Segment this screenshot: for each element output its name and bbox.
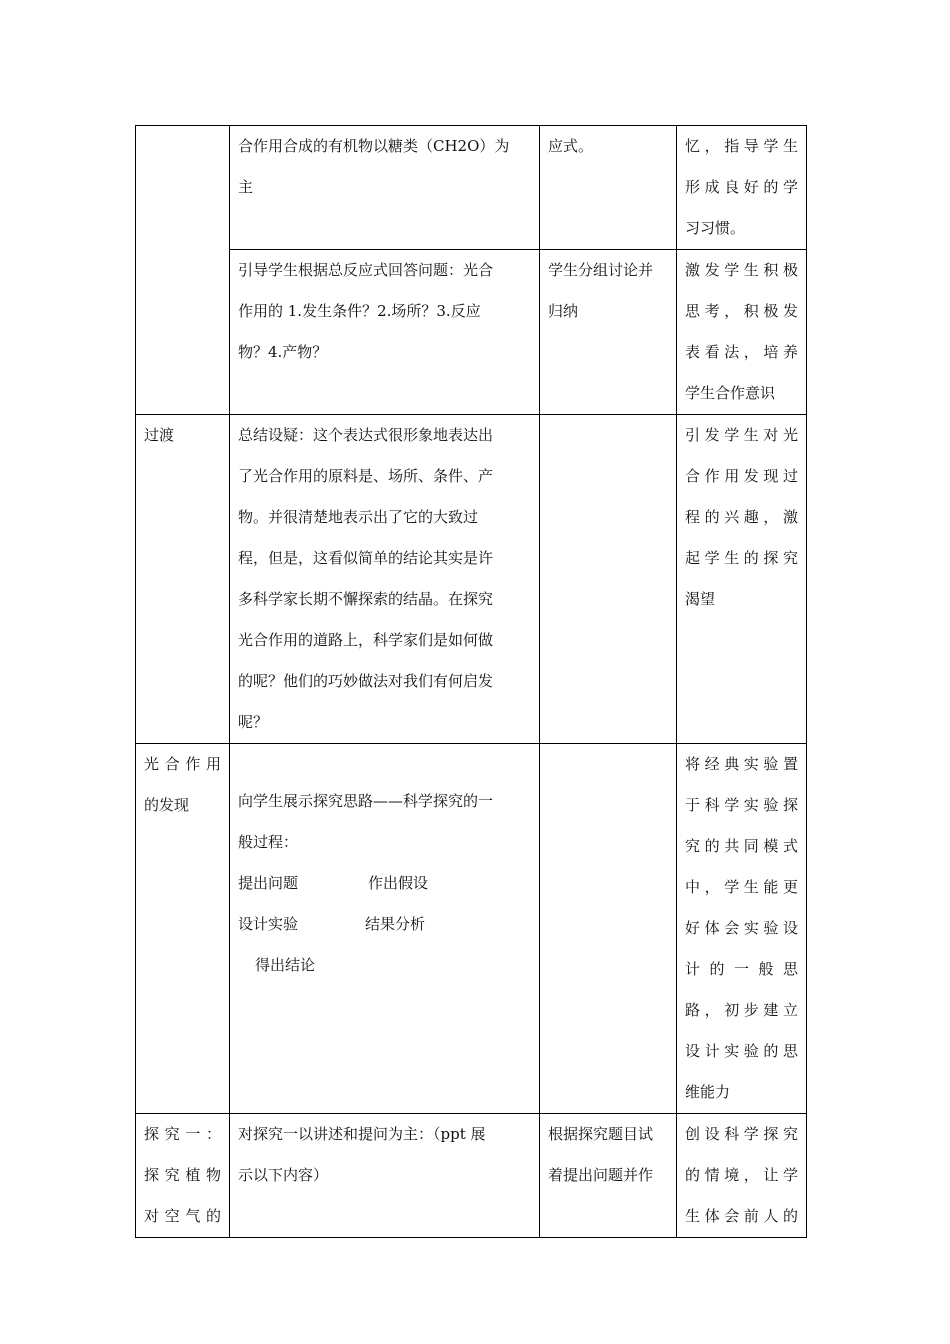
inquiry-steps-row [238,863,531,904]
text-line: 好体会实验设 [685,919,798,937]
text-line: 创设科学探究 [685,1125,798,1143]
text-line: 激发学生积极 [685,261,798,279]
text-line: 学生分组讨论并 [548,261,654,279]
text-line: 程的兴趣，激 [685,508,798,526]
text-line: 对空气的 [144,1207,221,1225]
text-line: 作用的 1.发生条件？2.场所？3.反应 [238,302,481,320]
text-line: 归纳 [548,302,579,320]
step-label: 得出结论 [255,956,316,974]
text-line: 了光合作用的原料是、场所、条件、产 [238,467,494,485]
text-line: 表看法，培养 [685,343,798,361]
text-line: 总结设疑：这个表达式很形象地表达出 [238,426,494,444]
stage-cell [136,415,230,744]
text-line: 的呢？他们的巧妙做法对我们有何启发 [238,672,494,690]
table-row [136,250,807,415]
teacher-activity-cell [230,415,540,744]
text-line: 引导学生根据总反应式回答问题：光合 [238,261,494,279]
table-row [136,744,807,1114]
step-label: 作出假设 [368,874,429,892]
step-label: 结果分析 [365,915,426,933]
text-line: 思考，积极发 [685,302,798,320]
text-line: 呢？ [238,713,269,731]
text-line: 合作用合成的有机物以糖类（CH2O）为 [238,137,510,155]
teacher-activity-cell [230,1114,540,1238]
text-line: 的发现 [144,796,190,814]
design-intent-cell [677,126,807,250]
stage-cell [136,744,230,1114]
teacher-activity-cell [230,744,540,1114]
text-line: 设计实验的思 [685,1042,798,1060]
design-intent-cell [677,744,807,1114]
design-intent-cell [677,250,807,415]
design-intent-cell [677,1114,807,1238]
text-line: 过渡 [144,426,175,444]
text-line: 计的一般思 [685,960,798,978]
text-line: 中，学生能更 [685,878,798,896]
text-line: 光合作用 [144,755,221,773]
text-line: 探究一： [144,1125,221,1143]
design-intent-cell [677,415,807,744]
text-line: 向学生展示探究思路——科学探究的一 [238,792,494,810]
text-line: 究的共同模式 [685,837,798,855]
text-line: 探究植物 [144,1166,221,1184]
text-line: 程，但是，这看似简单的结论其实是许 [238,549,494,567]
text-line: 对探究一以讲述和提问为主：（ppt 展 [238,1125,486,1143]
text-line: 应式。 [548,137,594,155]
text-line: 习习惯。 [685,219,746,237]
text-line: 物？4.产物？ [238,343,328,361]
inquiry-steps-row [238,945,531,986]
text-line: 生体会前人的 [685,1207,798,1225]
text-line: 着提出问题并作 [548,1166,654,1184]
table-row [136,415,807,744]
teacher-activity-cell [230,250,540,415]
inquiry-steps-row [238,904,531,945]
text-line: 般过程： [238,833,299,851]
text-line: 渴望 [685,590,716,608]
text-line: 物。并很清楚地表示出了它的大致过 [238,508,479,526]
text-line: 形成良好的学 [685,178,798,196]
text-line: 起学生的探究 [685,549,798,567]
student-activity-cell [540,744,677,1114]
stage-cell [136,126,230,415]
table-row [136,1114,807,1238]
text-line: 的情境，让学 [685,1166,798,1184]
text-line: 光合作用的道路上，科学家们是如何做 [238,631,494,649]
text-line: 学生合作意识 [685,384,776,402]
step-label: 设计实验 [238,915,299,933]
text-line: 忆，指导学生 [685,137,798,155]
text-line: 多科学家长期不懈探索的结晶。在探究 [238,590,494,608]
text-line: 引发学生对光 [685,426,798,444]
student-activity-cell [540,250,677,415]
teacher-activity-cell [230,126,540,250]
text-line: 根据探究题目试 [548,1125,654,1143]
stage-cell [136,1114,230,1238]
text-line: 主 [238,178,254,196]
text-line: 维能力 [685,1083,731,1101]
student-activity-cell [540,415,677,744]
step-label: 提出问题 [238,874,299,892]
table-row [136,126,807,250]
text-line: 将经典实验置 [685,755,798,773]
text-line: 合作用发现过 [685,467,798,485]
lesson-plan-table [135,125,807,1238]
student-activity-cell [540,1114,677,1238]
text-line: 示以下内容） [238,1166,329,1184]
student-activity-cell [540,126,677,250]
text-line: 路，初步建立 [685,1001,798,1019]
text-line: 于科学实验探 [685,796,798,814]
